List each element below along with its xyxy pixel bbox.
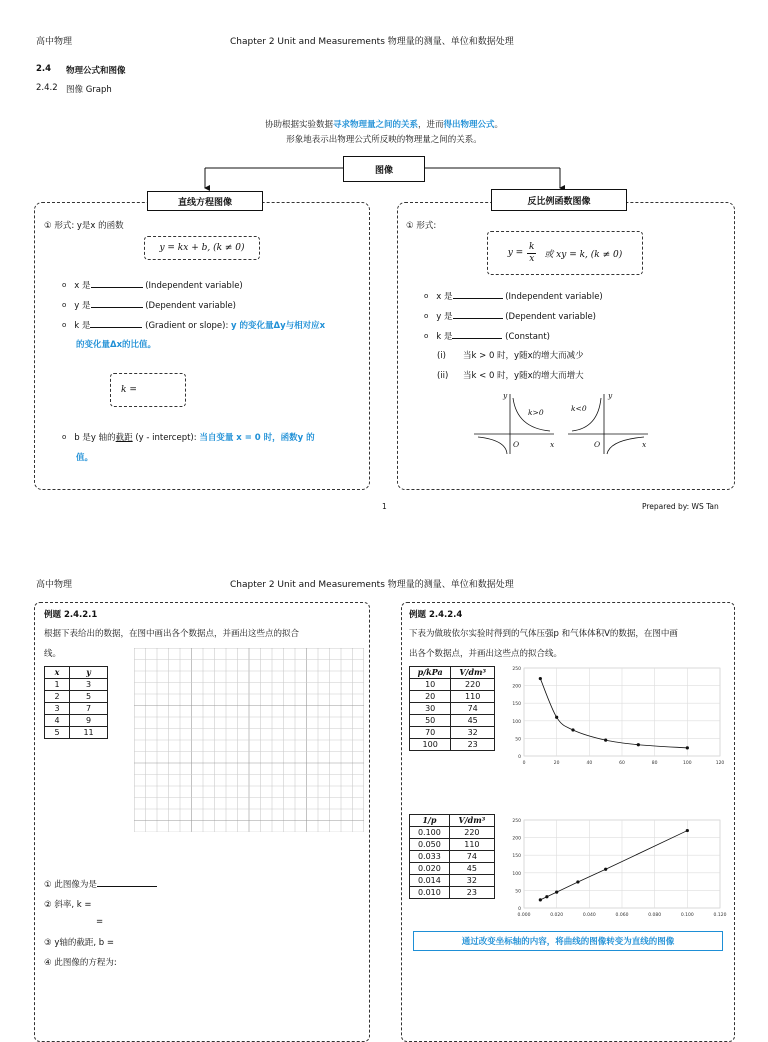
prepared-by: Prepared by: WS Tan bbox=[642, 502, 719, 511]
linear-bullet-b: o b 是y 轴的截距 (y - intercept): 当自变量 x = 0 时，函数y 的 bbox=[62, 432, 315, 444]
blank-graph-grid[interactable] bbox=[134, 648, 364, 832]
graph-box: 图像 bbox=[343, 156, 425, 182]
x-tick-label: 20 bbox=[553, 761, 560, 766]
y-tick-label: 250 bbox=[512, 667, 521, 672]
data-point bbox=[539, 677, 542, 680]
question-2b: = bbox=[96, 917, 104, 927]
x-tick-label: 0.060 bbox=[615, 913, 629, 918]
data-point bbox=[686, 829, 689, 832]
example-2-desc-1: 下表为做玻依尔实验时得到的气体压强p 和气体体积V的数据，在图中画 bbox=[409, 629, 678, 639]
table-row: 0.010 23 bbox=[410, 887, 495, 899]
x-tick-label: 0.020 bbox=[550, 913, 564, 918]
k-input-box: k = bbox=[110, 373, 186, 407]
table-row: 3 7 bbox=[45, 703, 108, 715]
linear-bullet-y: o y 是 (Dependent variable) bbox=[62, 300, 236, 312]
example-2-desc-2: 出各个数据点，并画出这些点的拟合线。 bbox=[409, 649, 563, 659]
inverse-formula: y = $\frac{k}{x}$ 或 xy = k, (k ≠ 0) bbox=[487, 231, 643, 275]
subsection-title: 图像 Graph bbox=[66, 85, 112, 95]
case-i-text: 当k > 0 时，y随x的增大而减少 bbox=[463, 351, 584, 361]
x-tick-label: 100 bbox=[683, 761, 692, 766]
reciprocal-volume-chart bbox=[506, 816, 728, 924]
page-2 bbox=[0, 520, 768, 1024]
intro-line-2: 形象地表示出物理公式所反映的物理量之间的关系。 bbox=[286, 135, 482, 145]
data-point bbox=[604, 868, 607, 871]
y-tick-label: 150 bbox=[512, 702, 521, 708]
data-point bbox=[539, 898, 542, 901]
table-row: 20 110 bbox=[410, 691, 495, 703]
example-1-title: 例题 2.4.2.1 bbox=[44, 610, 98, 620]
data-point bbox=[545, 895, 548, 898]
table-row: 5 11 bbox=[45, 727, 108, 739]
y-tick-label: 0 bbox=[518, 755, 521, 760]
page-number: 1 bbox=[382, 502, 387, 511]
linear-panel-title: 直线方程图像 bbox=[147, 191, 263, 211]
section-title: 物理公式和图像 bbox=[66, 66, 126, 76]
y-tick-label: 200 bbox=[512, 836, 521, 842]
page-1: 高中物理 Chapter 2 Unit and Measurements 物理量的测量、单位和数据处理 2.4 物理公式和图像 2.4.2 图像 Graph 协助根据实验数据寻求物理量之间的关系，进而得出物理公式。 形象地表示出物理公式所反映的物理量之间的关系。 图像 直线方程图像 ① 形式: y是x 的函数 y = kx + b, (k ≠ 0) o x 是 (Independent variable) o y 是 (Dependent variable) o k 是 (Gradient or slope): y 的变化量Δy与相对应x 的变化量Δx的比值。 k = o b 是y 轴的截距 (y - intercept): 当自变量 x = 0 时，函数y 的 值。 反比例函数图像 ① 形式: y = $\frac{k}{x}$ 或 xy = k, (k ≠ 0) o x 是 (Independent variable) o y 是 (Dependent variable) o k 是 (Constant) (i) 当k > 0 时，y随x的增大而减少 (ii) 当k < 0 时，y随x的增大而增大 y k>0 O x y k<0 O x 1 Prepared by: WS Tan bbox=[0, 0, 768, 520]
linear-formula: y = kx + b, (k ≠ 0) bbox=[144, 236, 260, 260]
linear-form-label: ① 形式: y是x 的函数 bbox=[44, 221, 124, 231]
table-row: 0.050 110 bbox=[410, 839, 495, 851]
y-tick-label: 200 bbox=[512, 684, 521, 690]
x-tick-label: 0.080 bbox=[648, 913, 662, 918]
section-number: 2.4 bbox=[36, 64, 52, 74]
conclusion-callout: 通过改变坐标轴的内容，将曲线的图像转变为直线的图像 bbox=[413, 931, 723, 951]
hyperbola-sketches bbox=[470, 388, 660, 460]
question-3: ③ y轴的截距, b = bbox=[44, 938, 114, 948]
question-1: ① 此图像为是 bbox=[44, 878, 157, 890]
y-tick-label: 50 bbox=[515, 889, 521, 895]
inverse-panel-title: 反比例函数图像 bbox=[491, 189, 627, 211]
x-tick-label: 0.000 bbox=[517, 913, 531, 918]
example-2-title: 例题 2.4.2.4 bbox=[409, 610, 463, 620]
example-1-table bbox=[44, 666, 108, 739]
y-tick-label: 0 bbox=[518, 907, 521, 912]
example-1-desc-2: 线。 bbox=[44, 649, 62, 659]
data-point bbox=[555, 891, 558, 894]
pressure-table bbox=[409, 666, 495, 751]
linear-b-desc: 值。 bbox=[76, 453, 94, 463]
y-tick-label: 50 bbox=[515, 737, 521, 743]
x-tick-label: 80 bbox=[651, 761, 658, 766]
case-ii-text: 当k < 0 时，y随x的增大而增大 bbox=[463, 371, 584, 381]
inverse-form-label: ① 形式: bbox=[406, 221, 437, 231]
table-header-row: p/kPa V/dm³ bbox=[410, 667, 495, 679]
x-tick-label: 40 bbox=[586, 761, 593, 766]
linear-bullet-k: o k 是 (Gradient or slope): y 的变化量Δy与相对应x bbox=[62, 320, 325, 332]
x-tick-label: 0 bbox=[522, 761, 526, 766]
data-point bbox=[604, 739, 607, 742]
question-4: ④ 此图像的方程为: bbox=[44, 958, 117, 968]
inverse-bullet-x: o x 是 (Independent variable) bbox=[424, 291, 603, 303]
inverse-bullet-y: o y 是 (Dependent variable) bbox=[424, 311, 596, 323]
y-tick-label: 100 bbox=[512, 719, 521, 725]
y-tick-label: 250 bbox=[512, 819, 521, 824]
table-row: 70 32 bbox=[410, 727, 495, 739]
x-tick-label: 60 bbox=[619, 761, 625, 766]
pressure-volume-chart bbox=[506, 664, 728, 772]
question-2: ② 斜率, k = bbox=[44, 900, 92, 910]
x-tick-label: 120 bbox=[715, 761, 725, 766]
data-point bbox=[576, 880, 579, 883]
table-row: 2 5 bbox=[45, 691, 108, 703]
x-tick-label: 0.120 bbox=[713, 913, 727, 918]
case-i-label: (i) bbox=[437, 351, 446, 361]
case-ii-label: (ii) bbox=[437, 371, 449, 381]
table-row: 0.020 45 bbox=[410, 863, 495, 875]
inverse-bullet-k: o k 是 (Constant) bbox=[424, 331, 550, 343]
table-row: 4 9 bbox=[45, 715, 108, 727]
subsection-number: 2.4.2 bbox=[36, 83, 58, 93]
table-row: 30 74 bbox=[410, 703, 495, 715]
y-tick-label: 100 bbox=[512, 871, 521, 877]
reciprocal-table bbox=[409, 814, 495, 899]
data-point bbox=[571, 728, 574, 731]
data-point bbox=[637, 743, 640, 746]
table-header-row: 1/p V/dm³ bbox=[410, 815, 495, 827]
data-point bbox=[555, 716, 558, 719]
header-left: 高中物理 bbox=[36, 580, 73, 590]
table-row: 50 45 bbox=[410, 715, 495, 727]
example-1-desc-1: 根据下表给出的数据，在图中画出各个数据点，并画出这些点的拟合 bbox=[44, 629, 300, 639]
table-row: 100 23 bbox=[410, 739, 495, 751]
x-tick-label: 0.040 bbox=[582, 913, 596, 918]
data-point bbox=[686, 746, 689, 749]
x-tick-label: 0.100 bbox=[680, 913, 694, 918]
table-header-row: x y bbox=[45, 667, 108, 679]
intro-line-1: 协助根据实验数据寻求物理量之间的关系，进而得出物理公式。 bbox=[264, 120, 504, 130]
table-row: 1 3 bbox=[45, 679, 108, 691]
linear-bullet-x: o x 是 (Independent variable) bbox=[62, 280, 243, 292]
table-row: 0.033 74 bbox=[410, 851, 495, 863]
y-tick-label: 150 bbox=[512, 854, 521, 860]
table-row: 0.014 32 bbox=[410, 875, 495, 887]
table-row: 10 220 bbox=[410, 679, 495, 691]
header-center: Chapter 2 Unit and Measurements 物理量的测量、单位和数据处理 bbox=[230, 580, 514, 590]
header-left: 高中物理 bbox=[36, 37, 73, 47]
header-center: Chapter 2 Unit and Measurements 物理量的测量、单位和数据处理 bbox=[230, 37, 514, 47]
linear-k-desc: 的变化量Δx的比值。 bbox=[76, 340, 157, 350]
table-row: 0.100 220 bbox=[410, 827, 495, 839]
